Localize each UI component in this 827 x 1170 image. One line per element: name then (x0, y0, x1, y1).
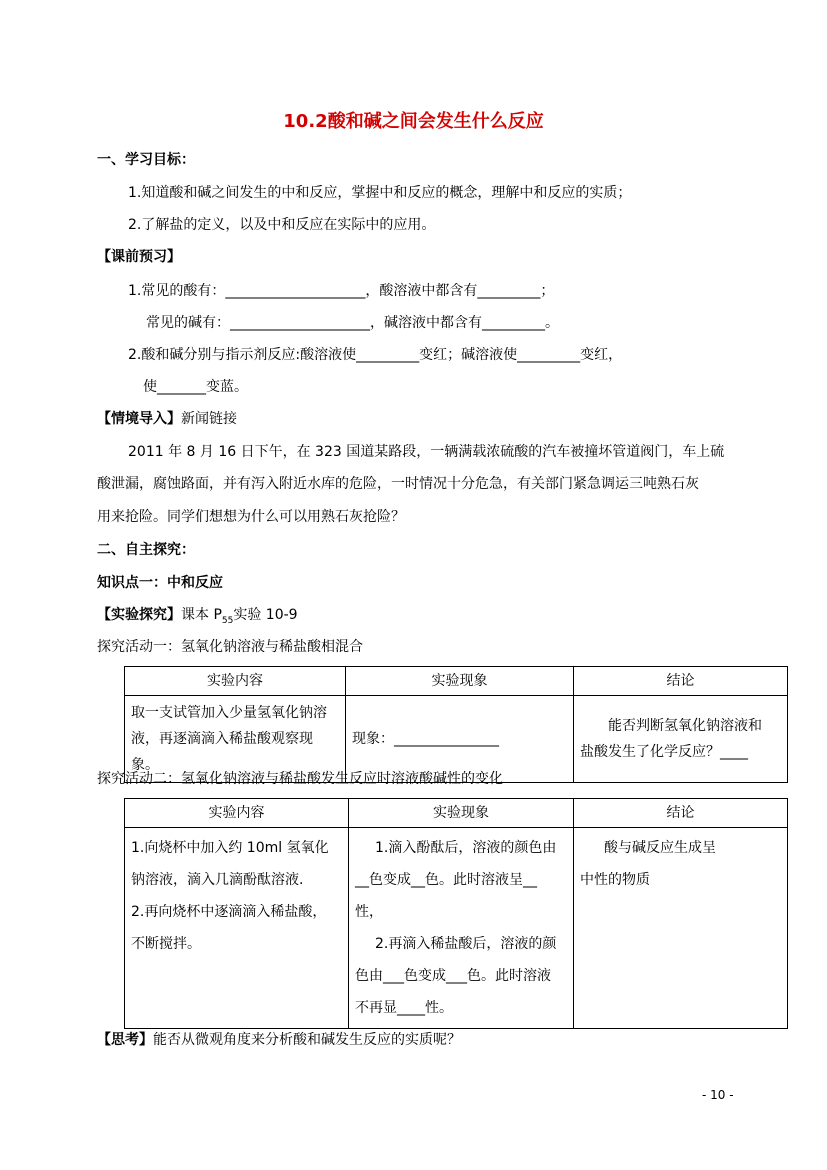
experiment-page-sub: 55 (221, 615, 234, 626)
table2-content-line-4: 不断搅拌。 (131, 936, 201, 952)
preview-line-1: 1.常见的酸有：____________________，酸溶液中都含有_________； (128, 283, 555, 299)
table1-content-line-1: 取一支试管加入少量氢氧化钠溶 (131, 705, 327, 721)
scenario-paragraph-line-1: 2011 年 8 月 16 日下午，在 323 国道某路段，一辆满载浓硫酸的汽车被撞坏管道阀门，车上硫 (128, 444, 725, 460)
table2-header-phenomenon: 实验现象 (349, 799, 574, 828)
scenario-paragraph-line-3: 用来抢险。同学们想想为什么可以用熟石灰抢险？ (97, 509, 405, 525)
table2-phenomenon-line-1: 1.滴入酚酞后，溶液的颜色由 (375, 840, 557, 856)
table2-header-conclusion: 结论 (574, 799, 788, 828)
experiment-label: 【实验探究】 (97, 607, 181, 623)
table2-content-line-1: 1.向烧杯中加入约 10ml 氢氧化 (131, 840, 329, 856)
experiment-table-1 (124, 666, 788, 783)
table1-header-conclusion: 结论 (574, 667, 788, 696)
table2-phenomenon-line-2: __色变成__色。此时溶液呈__ (355, 872, 537, 888)
table1-content-line-2: 液，再逐滴滴入稀盐酸观察现象。 (131, 731, 313, 773)
scenario-heading (97, 410, 237, 428)
section-heading-explore: 二、自主探究： (97, 542, 195, 558)
experiment-reference (97, 606, 298, 630)
table2-header-content: 实验内容 (125, 799, 349, 828)
table2-phenomenon-line-5: 色由___色变成___色。此时溶液 (355, 968, 551, 984)
table1-phenomenon: 现象：_______________ (352, 731, 499, 747)
table1-conclusion-line-1: 能否判断氢氧化钠溶液和 (608, 718, 762, 734)
preview-line-3: 2.酸和碱分别与指示剂反应:酸溶液使_________变红；碱溶液使_________变红， (128, 347, 623, 363)
table2-content-cell (125, 828, 349, 1029)
scenario-paragraph-line-2: 酸泄漏，腐蚀路面，并有泻入附近水库的危险，一时情况十分危急，有关部门紧急调运三吨熟石灰 (97, 476, 699, 492)
page-number: - 10 - (702, 1088, 734, 1102)
table1-conclusion-cell (574, 696, 788, 783)
table2-phenomenon-cell (349, 828, 574, 1029)
table2-conclusion-cell (574, 828, 788, 1029)
table2-content-line-2: 钠溶液，滴入几滴酚酞溶液. (131, 872, 304, 888)
goal-item-2: 2.了解盐的定义，以及中和反应在实际中的应用。 (128, 217, 436, 233)
table1-conclusion-line-2: 盐酸发生了化学反应？____ (580, 744, 748, 760)
activity1-title: 探究活动一：氢氧化钠溶液与稀盐酸相混合 (97, 639, 363, 655)
table2-content-line-3: 2.再向烧杯中逐滴滴入稀盐酸， (131, 904, 327, 920)
table2-conclusion-line-2: 中性的物质 (580, 872, 650, 888)
experiment-tail: 实验 10-9 (233, 607, 298, 623)
experiment-table-2 (124, 798, 788, 1029)
table1-header-content: 实验内容 (125, 667, 346, 696)
preview-line-4: 使_______变蓝。 (143, 379, 248, 395)
goal-item-1: 1.知道酸和碱之间发生的中和反应，掌握中和反应的概念，理解中和反应的实质； (128, 185, 632, 201)
section-heading-goals: 一、学习目标： (97, 152, 195, 168)
scenario-label: 【情境导入】 (97, 411, 181, 427)
table1-header-phenomenon: 实验现象 (346, 667, 574, 696)
table2-conclusion-line-1: 酸与碱反应生成呈 (604, 840, 716, 856)
activity2-title: 探究活动二：氢氧化钠溶液与稀盐酸发生反应时溶液酸碱性的变化 (97, 771, 503, 787)
knowledge-point-heading: 知识点一：中和反应 (97, 575, 223, 591)
preview-line-2: 常见的碱有：____________________，碱溶液中都含有_________。 (146, 315, 559, 331)
table2-phenomenon-line-3: 性， (355, 904, 383, 920)
preview-heading: 【课前预习】 (97, 249, 181, 265)
think-label: 【思考】 (97, 1032, 153, 1048)
table2-phenomenon-line-4: 2.再滴入稀盐酸后，溶液的颜 (375, 936, 557, 952)
table2-phenomenon-line-6: 不再显____性。 (355, 1000, 453, 1016)
page-title: 10.2酸和碱之间会发生什么反应 (283, 111, 544, 132)
experiment-text: 课本 P (181, 607, 222, 623)
think-question (97, 1031, 461, 1049)
scenario-label-suffix: 新闻链接 (181, 411, 237, 427)
think-text: 能否从微观角度来分析酸和碱发生反应的实质呢？ (153, 1032, 461, 1048)
